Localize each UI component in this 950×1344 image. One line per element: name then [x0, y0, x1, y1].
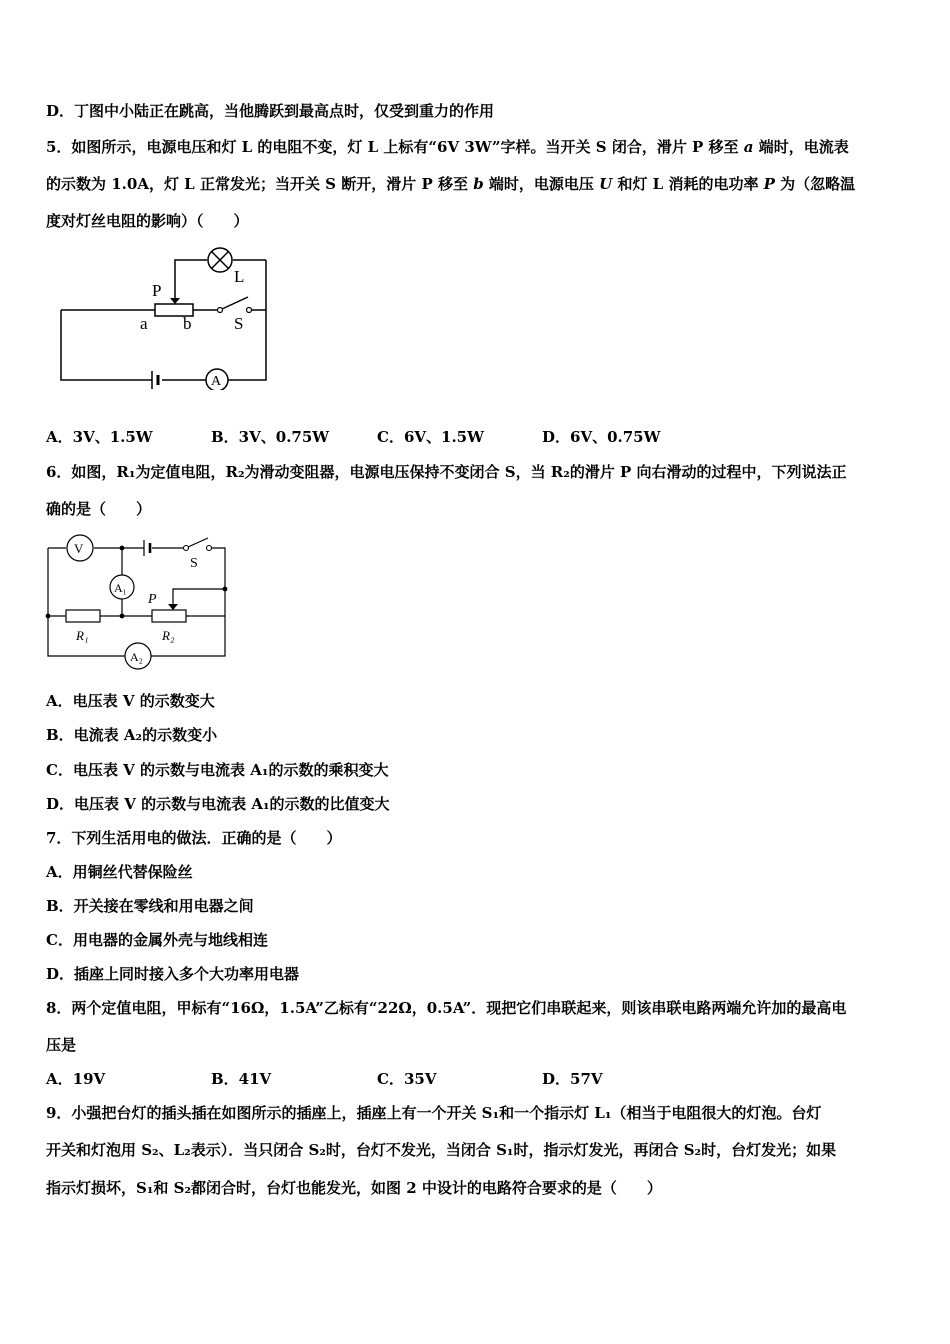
q7-option-c[interactable]: C．用电器的金属外壳与地线相连	[46, 931, 268, 949]
q5-circuit-diagram	[40, 240, 280, 390]
q7-stem: 7．下列生活用电的做法．正确的是（ ）	[46, 829, 342, 847]
q5-text: 为（忽略温	[774, 175, 856, 193]
q5-text: 和灯 L 消耗的电功率	[612, 175, 764, 193]
q5-var-p: P	[763, 175, 775, 193]
q6-label-s: S	[190, 556, 198, 571]
q5-label-p: P	[152, 281, 162, 300]
q5-option-a[interactable]: A．3V、1.5W	[46, 428, 153, 446]
q9-stem-line2: 开关和灯泡用 S₂、L₂表示）．当只闭合 S₂时，台灯不发光，当闭合 S₁时，指示灯发光，再闭合 S₂时，台灯发光；如果	[46, 1141, 837, 1159]
q5-var-u: U	[599, 175, 613, 193]
q5-text: 端时，电源电压	[483, 175, 600, 193]
q5-label-b: b	[183, 314, 192, 333]
q9-stem-line1: 9．小强把台灯的插头插在如图所示的插座上，插座上有一个开关 S₁和一个指示灯 L₁（相当于电阻很大的灯泡。台灯	[46, 1104, 822, 1122]
q7-option-d[interactable]: D．插座上同时接入多个大功率用电器	[46, 965, 300, 983]
q6-stem-line1: 6．如图，R₁为定值电阻，R₂为滑动变阻器，电源电压保持不变闭合 S，当 R₂的滑片 P 向右滑动的过程中，下列说法正	[46, 463, 847, 481]
q5-label-a: a	[140, 314, 148, 333]
q8-option-b[interactable]: B．41V	[211, 1070, 272, 1088]
q6-option-d[interactable]: D．电压表 V 的示数与电流表 A₁的示数的比值变大	[46, 795, 390, 813]
q5-option-b[interactable]: B．3V、0.75W	[211, 428, 330, 446]
q6-a1-label: A₁	[114, 581, 127, 595]
q6-circuit-diagram	[40, 532, 240, 672]
q5-label-s: S	[234, 314, 244, 333]
q6-a2-label: A₂	[130, 650, 143, 664]
q9-stem-line3: 指示灯损坏，S₁和 S₂都闭合时，台灯也能发光，如图 2 中设计的电路符合要求的是（ ）	[46, 1179, 662, 1197]
q8-stem-line1: 8．两个定值电阻，甲标有“16Ω，1.5A”乙标有“22Ω，0.5A”．现把它们串联起来，则该串联电路两端允许加的最高电	[46, 999, 847, 1017]
q8-option-a[interactable]: A．19V	[46, 1070, 106, 1088]
q5-var-b: b	[473, 175, 484, 193]
q6-voltmeter-label: V	[74, 541, 84, 556]
q5-stem-line3: 度对灯丝电阻的影响）（ ）	[46, 212, 249, 230]
q6-option-a[interactable]: A．电压表 V 的示数变大	[46, 692, 215, 710]
q6-option-b[interactable]: B．电流表 A₂的示数变小	[46, 726, 218, 744]
q6-label-r1: R₁	[76, 628, 89, 643]
q7-option-a[interactable]: A．用铜丝代替保险丝	[46, 863, 193, 881]
q6-option-c[interactable]: C．电压表 V 的示数与电流表 A₁的示数的乘积变大	[46, 761, 389, 779]
q5-text: 的示数为 1.0A，灯 L 正常发光；当开关 S 断开，滑片 P 移至	[46, 175, 474, 193]
q5-option-d[interactable]: D．6V、0.75W	[542, 428, 661, 446]
q5-option-c[interactable]: C．6V、1.5W	[377, 428, 484, 446]
q6-stem-line2: 确的是（ ）	[46, 500, 152, 518]
q7-option-b[interactable]: B．开关接在零线和用电器之间	[46, 897, 254, 915]
q5-text: 端时，电流表	[753, 138, 849, 156]
q6-label-p: P	[148, 592, 157, 607]
q6-label-r2: R₂	[162, 628, 175, 643]
q5-stem-line1	[46, 137, 849, 157]
q5-text: 5．如图所示，电源电压和灯 L 的电阻不变，灯 L 上标有“6V 3W”字样。当开关 S 闭合，滑片 P 移至	[46, 138, 744, 156]
q8-stem-line2: 压是	[46, 1036, 77, 1054]
q8-option-c[interactable]: C．35V	[377, 1070, 437, 1088]
q5-stem-line2	[46, 174, 855, 194]
q5-ammeter-label: A	[211, 374, 222, 389]
q4-option-d: D．丁图中小陆正在跳高，当他腾跃到最高点时，仅受到重力的作用	[46, 102, 495, 120]
q5-var-a: a	[743, 138, 754, 156]
q8-option-d[interactable]: D．57V	[542, 1070, 603, 1088]
q5-label-l: L	[234, 267, 245, 286]
